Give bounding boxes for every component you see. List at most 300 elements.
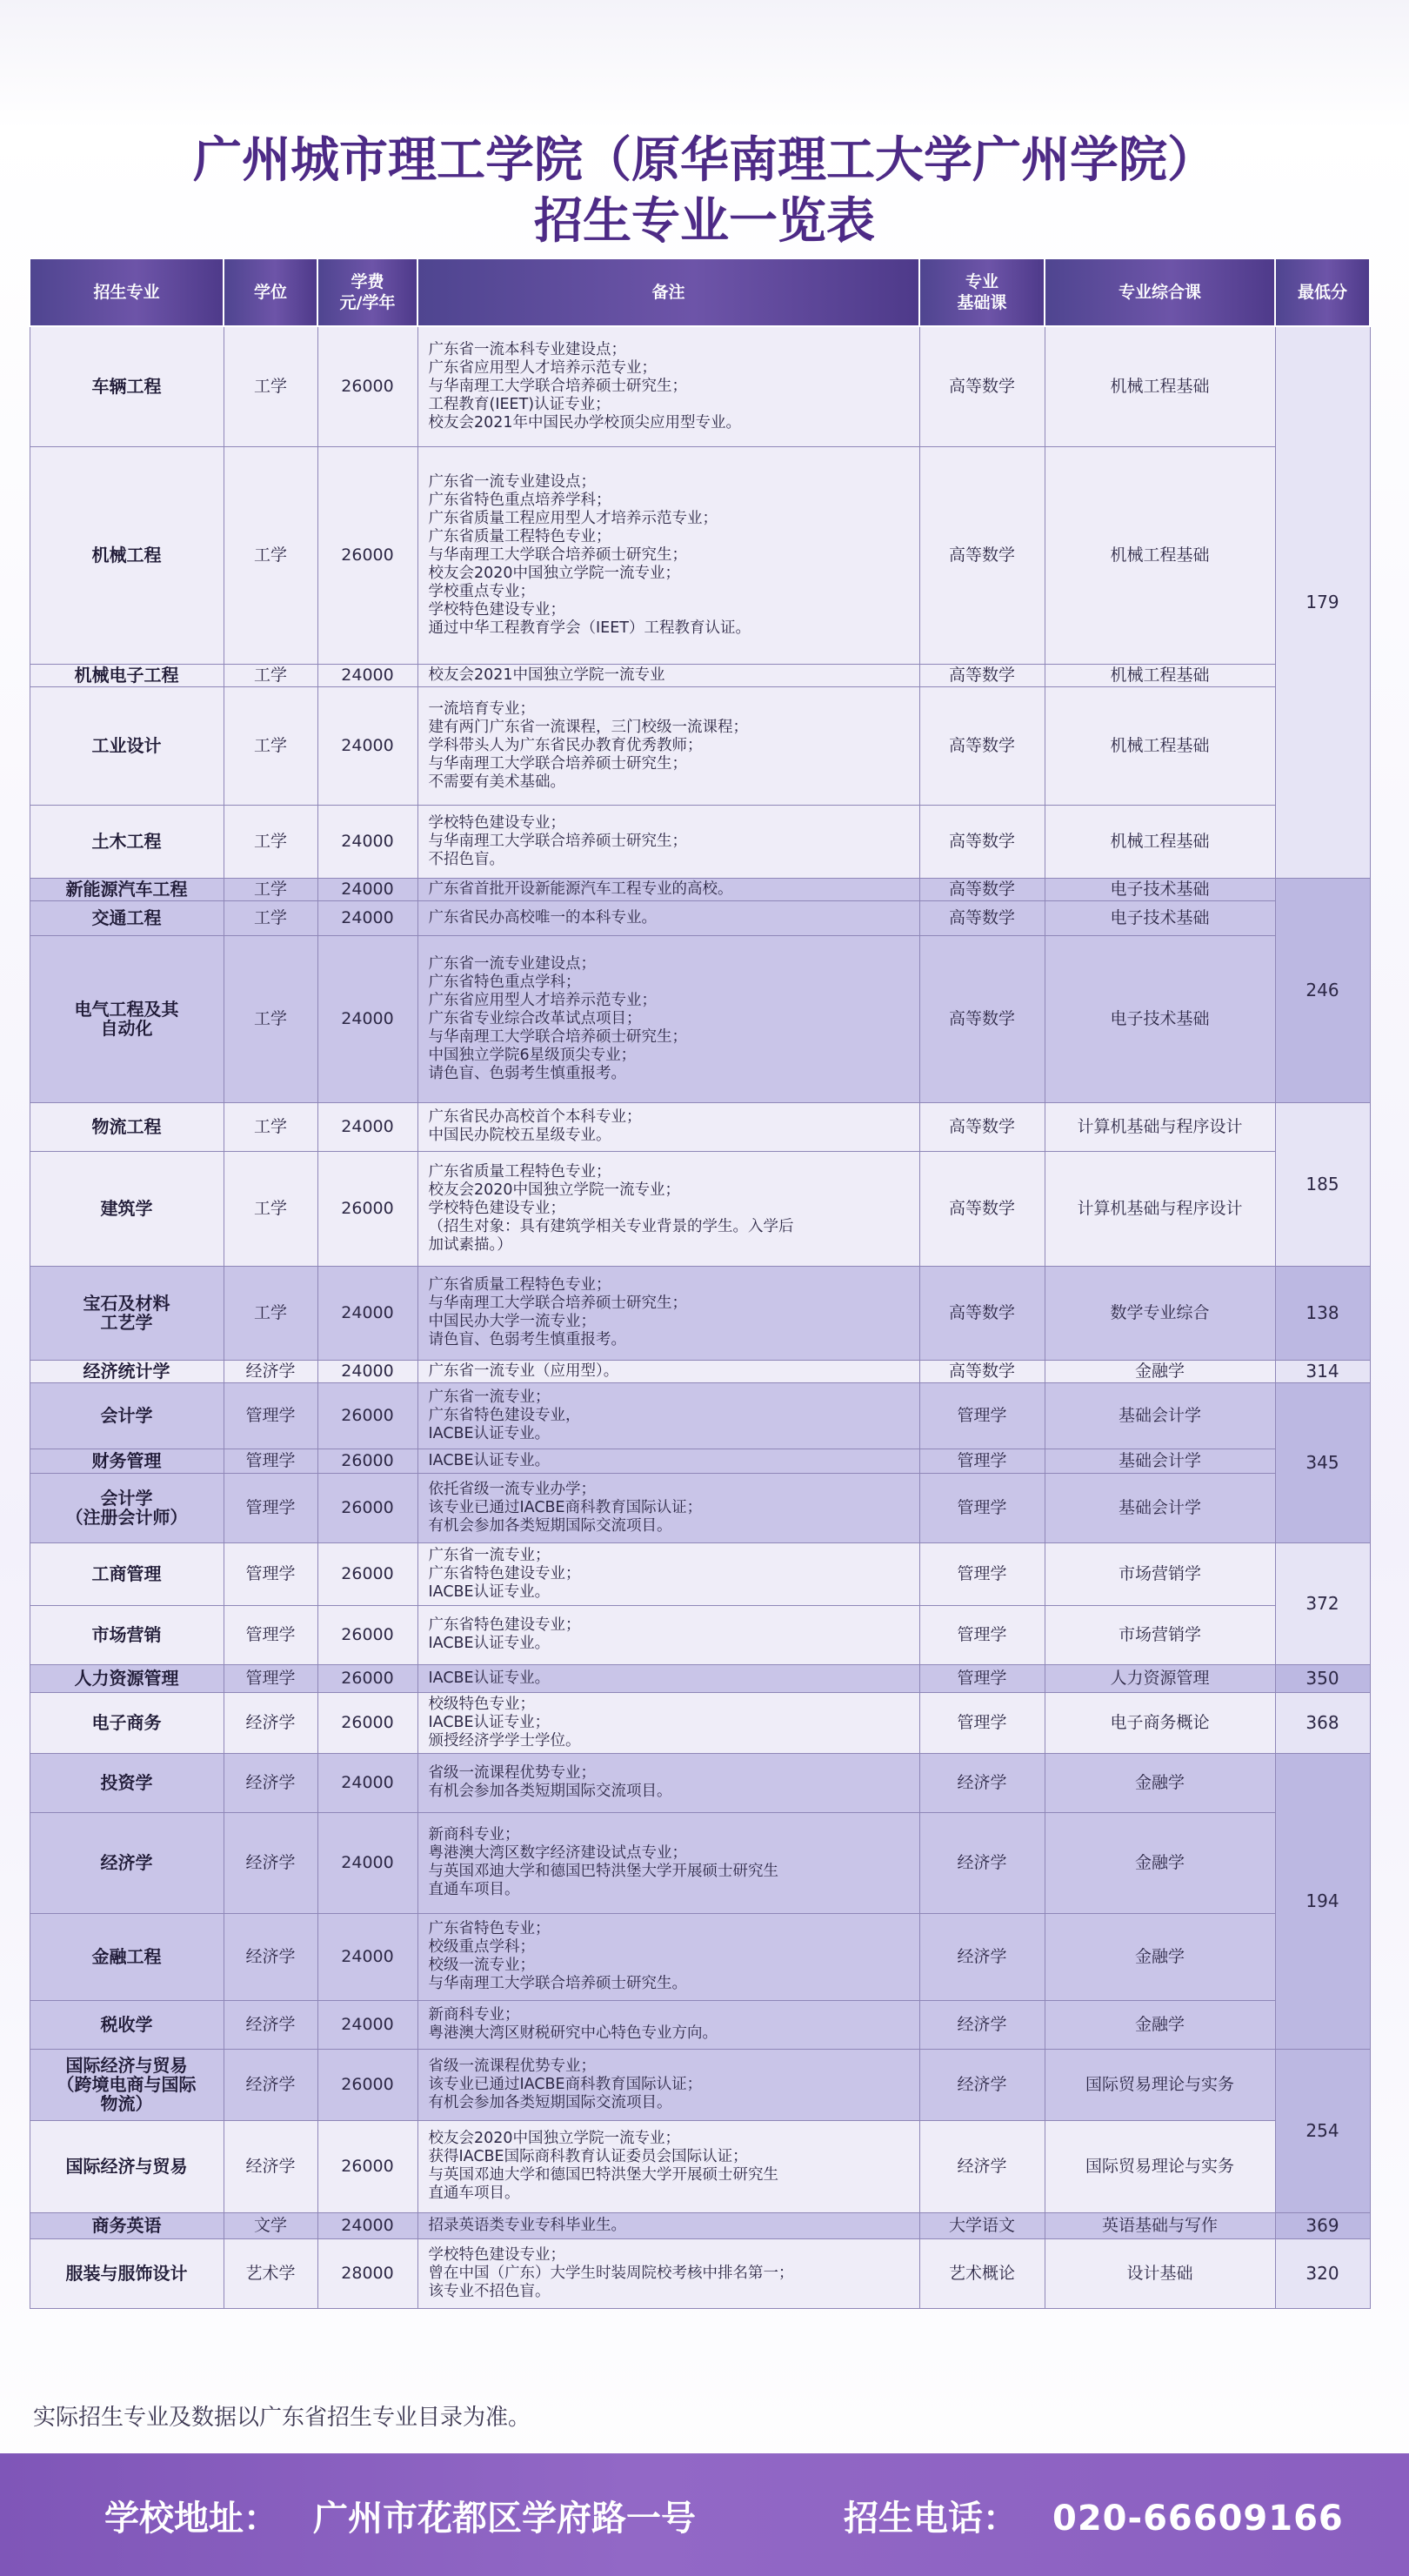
major-name: 工业设计 — [30, 686, 224, 805]
notes — [417, 446, 919, 664]
major-name: 经济统计学 — [30, 1360, 224, 1382]
notes — [417, 1473, 919, 1542]
table-row — [30, 1605, 1370, 1664]
address-value: 广州市花都区学府路一号 — [313, 2499, 696, 2539]
notes — [417, 2212, 919, 2238]
footer-bar — [0, 2453, 1409, 2576]
basic-course: 管理学 — [919, 1382, 1045, 1449]
notes — [417, 2120, 919, 2212]
note-line: 建有两门广东省一流课程，三门校级一流课程； — [428, 718, 748, 736]
comprehensive-course: 基础会计学 — [1045, 1382, 1275, 1449]
major-name: 国际经济与贸易 （跨境电商与国际 物流） — [30, 2049, 224, 2120]
degree: 经济学 — [224, 2120, 317, 2212]
degree: 经济学 — [224, 2000, 317, 2049]
basic-course: 高等数学 — [919, 805, 1045, 878]
note-line: 与华南理工大学联合培养硕士研究生； — [428, 545, 687, 564]
basic-course: 管理学 — [919, 1542, 1045, 1605]
comprehensive-course: 数学专业综合 — [1045, 1266, 1275, 1360]
degree: 管理学 — [224, 1473, 317, 1542]
table-row — [30, 1449, 1370, 1473]
comprehensive-course: 基础会计学 — [1045, 1449, 1275, 1473]
degree: 经济学 — [224, 1913, 317, 2000]
notes — [417, 900, 919, 935]
major-name: 车辆工程 — [30, 326, 224, 446]
table-row — [30, 1473, 1370, 1542]
min-score: 194 — [1275, 1753, 1370, 2049]
comprehensive-course: 电子技术基础 — [1045, 900, 1275, 935]
comprehensive-course: 机械工程基础 — [1045, 326, 1275, 446]
degree: 经济学 — [224, 1360, 317, 1382]
basic-course: 高等数学 — [919, 664, 1045, 686]
degree: 管理学 — [224, 1664, 317, 1692]
note-line: 该专业已通过IACBE商科教育国际认证； — [428, 2075, 703, 2093]
note-line: 校友会2021年中国民办学校顶尖应用型专业。 — [428, 413, 742, 432]
comprehensive-course: 金融学 — [1045, 1360, 1275, 1382]
tuition-fee: 26000 — [317, 1542, 417, 1605]
basic-course: 经济学 — [919, 1812, 1045, 1913]
note-line: 学校特色建设专业； — [428, 600, 565, 619]
comprehensive-course: 市场营销学 — [1045, 1605, 1275, 1664]
notes — [417, 935, 919, 1102]
degree: 工学 — [224, 1102, 317, 1151]
basic-course: 经济学 — [919, 1753, 1045, 1812]
table-row — [30, 2049, 1370, 2120]
min-score: 372 — [1275, 1542, 1370, 1664]
degree: 经济学 — [224, 1812, 317, 1913]
note-line: 与华南理工大学联合培养硕士研究生； — [428, 832, 687, 850]
tuition-fee: 28000 — [317, 2238, 417, 2308]
basic-course: 高等数学 — [919, 900, 1045, 935]
note-line: 与华南理工大学联合培养硕士研究生； — [428, 377, 687, 395]
note-line: 广东省应用型人才培养示范专业； — [428, 991, 657, 1009]
comprehensive-course: 设计基础 — [1045, 2238, 1275, 2308]
table-row — [30, 664, 1370, 686]
comprehensive-course: 金融学 — [1045, 1753, 1275, 1812]
table-row — [30, 686, 1370, 805]
major-name: 工商管理 — [30, 1542, 224, 1605]
major-name: 会计学 — [30, 1382, 224, 1449]
table-row — [30, 1913, 1370, 2000]
note-line: 校友会2020中国独立学院一流专业； — [428, 2130, 681, 2147]
note-line: 广东省质量工程特色专业； — [428, 527, 611, 545]
notes — [417, 1449, 919, 1473]
note-line: 请色盲、色弱考生慎重报考。 — [428, 1064, 626, 1082]
note-line: 工程教育(IEET)认证专业； — [428, 395, 611, 413]
degree: 工学 — [224, 664, 317, 686]
table-row — [30, 805, 1370, 878]
min-score: 368 — [1275, 1692, 1370, 1753]
tuition-fee: 26000 — [317, 326, 417, 446]
note-line: 广东省应用型人才培养示范专业； — [428, 358, 657, 377]
major-name: 投资学 — [30, 1753, 224, 1812]
note-line: 校友会2021中国独立学院一流专业 — [428, 666, 665, 684]
notes — [417, 805, 919, 878]
note-line: 校级一流专业； — [428, 1957, 535, 1974]
header-fee: 学费 元/学年 — [317, 258, 417, 326]
basic-course: 管理学 — [919, 1664, 1045, 1692]
note-line: 中国民办大学一流专业； — [428, 1313, 596, 1330]
header-degree: 学位 — [224, 258, 317, 326]
major-name: 财务管理 — [30, 1449, 224, 1473]
admissions-table — [29, 258, 1371, 2309]
note-line: 与英国邓迪大学和德国巴特洪堡大学开展硕士研究生 — [428, 1863, 778, 1880]
comprehensive-course: 国际贸易理论与实务 — [1045, 2049, 1275, 2120]
note-line: 广东省一流专业（应用型）。 — [428, 1362, 619, 1380]
degree: 管理学 — [224, 1542, 317, 1605]
basic-course: 管理学 — [919, 1605, 1045, 1664]
table-row — [30, 1664, 1370, 1692]
basic-course: 经济学 — [919, 2049, 1045, 2120]
note-line: 广东省民办高校唯一的本科专业。 — [428, 908, 657, 927]
major-name: 金融工程 — [30, 1913, 224, 2000]
tuition-fee: 24000 — [317, 2212, 417, 2238]
notes — [417, 1812, 919, 1913]
note-line: 与华南理工大学联合培养硕士研究生。 — [428, 1975, 687, 1992]
note-line: 学科带头人为广东省民办教育优秀教师； — [428, 736, 703, 754]
tuition-fee: 24000 — [317, 686, 417, 805]
notes — [417, 1102, 919, 1151]
table-row — [30, 935, 1370, 1102]
note-line: 新商科专业； — [428, 1826, 520, 1843]
header-min-score: 最低分 — [1275, 258, 1370, 326]
tuition-fee: 26000 — [317, 2120, 417, 2212]
basic-course: 经济学 — [919, 2000, 1045, 2049]
note-line: 广东省首批开设新能源汽车工程专业的高校。 — [428, 880, 733, 898]
note-line: 该专业不招色盲。 — [428, 2282, 551, 2300]
degree: 工学 — [224, 805, 317, 878]
comprehensive-course: 国际贸易理论与实务 — [1045, 2120, 1275, 2212]
degree: 工学 — [224, 446, 317, 664]
degree: 工学 — [224, 686, 317, 805]
notes — [417, 326, 919, 446]
notes — [417, 1382, 919, 1449]
tuition-fee: 26000 — [317, 1605, 417, 1664]
note-line: 有机会参加各类短期国际交流项目。 — [428, 2093, 672, 2111]
note-line: 有机会参加各类短期国际交流项目。 — [428, 1783, 672, 1800]
degree: 工学 — [224, 900, 317, 935]
major-name: 服装与服饰设计 — [30, 2238, 224, 2308]
major-name: 会计学 （注册会计师） — [30, 1473, 224, 1542]
note-line: 与华南理工大学联合培养硕士研究生； — [428, 1295, 687, 1312]
degree: 工学 — [224, 935, 317, 1102]
note-line: 广东省特色建设专业； — [428, 1616, 581, 1634]
degree: 管理学 — [224, 1449, 317, 1473]
note-line: 学校特色建设专业； — [428, 813, 565, 832]
note-line: 校级特色专业； — [428, 1695, 535, 1713]
major-name: 市场营销 — [30, 1605, 224, 1664]
tuition-fee: 26000 — [317, 1151, 417, 1266]
phone-value: 020-66609166 — [1052, 2499, 1344, 2539]
note-line: IACBE认证专业。 — [428, 1424, 551, 1442]
header-notes: 备注 — [417, 258, 919, 326]
table-row — [30, 446, 1370, 664]
note-line: 广东省民办高校首个本科专业； — [428, 1108, 642, 1126]
basic-course: 高等数学 — [919, 1102, 1045, 1151]
tuition-fee: 26000 — [317, 1692, 417, 1753]
notes — [417, 2049, 919, 2120]
tuition-fee: 24000 — [317, 664, 417, 686]
note-line: 广东省一流专业建设点； — [428, 472, 596, 491]
degree: 管理学 — [224, 1605, 317, 1664]
table-row — [30, 2120, 1370, 2212]
basic-course: 高等数学 — [919, 1360, 1045, 1382]
notes — [417, 1542, 919, 1605]
major-name: 人力资源管理 — [30, 1664, 224, 1692]
basic-course: 艺术概论 — [919, 2238, 1045, 2308]
major-name: 国际经济与贸易 — [30, 2120, 224, 2212]
page-title: 广州城市理工学院（原华南理工大学广州学院） — [193, 132, 1216, 189]
note-line: 该专业已通过IACBE商科教育国际认证； — [428, 1498, 703, 1516]
note-line: 与英国邓迪大学和德国巴特洪堡大学开展硕士研究生 — [428, 2166, 778, 2184]
tuition-fee: 24000 — [317, 1360, 417, 1382]
table-row — [30, 1360, 1370, 1382]
min-score: 314 — [1275, 1360, 1370, 1382]
note-line: IACBE认证专业。 — [428, 1669, 551, 1687]
degree: 工学 — [224, 326, 317, 446]
degree: 经济学 — [224, 1692, 317, 1753]
min-score: 185 — [1275, 1102, 1370, 1266]
min-score: 320 — [1275, 2238, 1370, 2308]
notes — [417, 1266, 919, 1360]
note-line: 一流培育专业； — [428, 699, 535, 718]
note-line: 直通车项目。 — [428, 1881, 520, 1898]
min-score: 369 — [1275, 2212, 1370, 2238]
notes — [417, 664, 919, 686]
note-line: 广东省质量工程应用型人才培养示范专业； — [428, 509, 718, 527]
note-line: 广东省一流专业； — [428, 1546, 551, 1564]
degree: 艺术学 — [224, 2238, 317, 2308]
comprehensive-course: 机械工程基础 — [1045, 686, 1275, 805]
comprehensive-course: 机械工程基础 — [1045, 805, 1275, 878]
table-row — [30, 1102, 1370, 1151]
note-line: 广东省特色建设专业， — [428, 1406, 581, 1424]
note-line: 学校特色建设专业； — [428, 1199, 565, 1217]
basic-course: 高等数学 — [919, 1151, 1045, 1266]
comprehensive-course: 计算机基础与程序设计 — [1045, 1151, 1275, 1266]
tuition-fee: 24000 — [317, 935, 417, 1102]
note-line: 不招色盲。 — [428, 850, 504, 868]
footnote: 实际招生专业及数据以广东省招生专业目录为准。 — [33, 2405, 531, 2431]
note-line: 广东省质量工程特色专业； — [428, 1276, 611, 1294]
header-major: 招生专业 — [30, 258, 224, 326]
degree: 工学 — [224, 1151, 317, 1266]
comprehensive-course: 金融学 — [1045, 1913, 1275, 2000]
degree: 经济学 — [224, 2049, 317, 2120]
comprehensive-course: 电子技术基础 — [1045, 878, 1275, 900]
tuition-fee: 26000 — [317, 1664, 417, 1692]
table-row — [30, 1542, 1370, 1605]
table-header-row — [30, 258, 1370, 326]
note-line: 广东省质量工程特色专业； — [428, 1162, 611, 1181]
tuition-fee: 26000 — [317, 2049, 417, 2120]
notes — [417, 1692, 919, 1753]
min-score: 254 — [1275, 2049, 1370, 2212]
basic-course: 高等数学 — [919, 686, 1045, 805]
major-name: 机械工程 — [30, 446, 224, 664]
note-line: 依托省级一流专业办学； — [428, 1480, 596, 1498]
note-line: 中国独立学院6星级顶尖专业； — [428, 1046, 637, 1064]
basic-course: 经济学 — [919, 2120, 1045, 2212]
major-name: 机械电子工程 — [30, 664, 224, 686]
major-name: 经济学 — [30, 1812, 224, 1913]
basic-course: 管理学 — [919, 1692, 1045, 1753]
comprehensive-course: 机械工程基础 — [1045, 664, 1275, 686]
note-line: 与华南理工大学联合培养硕士研究生； — [428, 754, 687, 773]
degree: 管理学 — [224, 1382, 317, 1449]
min-score: 138 — [1275, 1266, 1370, 1360]
note-line: IACBE认证专业； — [428, 1713, 551, 1731]
tuition-fee: 26000 — [317, 1449, 417, 1473]
note-line: 广东省特色重点学科； — [428, 973, 581, 991]
note-line: 校级重点学科； — [428, 1938, 535, 1956]
comprehensive-course: 人力资源管理 — [1045, 1664, 1275, 1692]
min-score: 345 — [1275, 1382, 1370, 1542]
note-line: 省级一流课程优势专业； — [428, 2057, 596, 2075]
note-line: 广东省一流专业建设点； — [428, 954, 596, 973]
header-basic-course: 专业 基础课 — [919, 258, 1045, 326]
notes — [417, 1360, 919, 1382]
basic-course: 大学语文 — [919, 2212, 1045, 2238]
tuition-fee: 24000 — [317, 2000, 417, 2049]
notes — [417, 1753, 919, 1812]
note-line: 加试素描。） — [428, 1235, 512, 1254]
degree: 工学 — [224, 1266, 317, 1360]
note-line: 与华南理工大学联合培养硕士研究生； — [428, 1027, 687, 1046]
tuition-fee: 26000 — [317, 446, 417, 664]
note-line: IACBE认证专业。 — [428, 1635, 551, 1652]
note-line: 学校特色建设专业； — [428, 2245, 565, 2264]
major-name: 税收学 — [30, 2000, 224, 2049]
min-score: 179 — [1275, 326, 1370, 878]
degree: 文学 — [224, 2212, 317, 2238]
note-line: 省级一流课程优势专业； — [428, 1764, 596, 1782]
table-row — [30, 1266, 1370, 1360]
notes — [417, 878, 919, 900]
tuition-fee: 24000 — [317, 805, 417, 878]
tuition-fee: 24000 — [317, 1266, 417, 1360]
header-comprehensive-course: 专业综合课 — [1045, 258, 1275, 326]
major-name: 土木工程 — [30, 805, 224, 878]
page-subtitle: 招生专业一览表 — [534, 193, 875, 250]
notes — [417, 2000, 919, 2049]
tuition-fee: 24000 — [317, 878, 417, 900]
min-score: 350 — [1275, 1664, 1370, 1692]
major-name: 新能源汽车工程 — [30, 878, 224, 900]
basic-course: 经济学 — [919, 1913, 1045, 2000]
tuition-fee: 24000 — [317, 1812, 417, 1913]
note-line: 粤港澳大湾区财税研究中心特色专业方向。 — [428, 2024, 718, 2042]
table-row — [30, 2238, 1370, 2308]
comprehensive-course: 市场营销学 — [1045, 1542, 1275, 1605]
note-line: 广东省特色建设专业； — [428, 1564, 581, 1582]
major-name: 建筑学 — [30, 1151, 224, 1266]
note-line: 直通车项目。 — [428, 2185, 520, 2202]
min-score: 246 — [1275, 878, 1370, 1102]
tuition-fee: 24000 — [317, 900, 417, 935]
phone-label: 招生电话： — [844, 2499, 1018, 2539]
tuition-fee: 24000 — [317, 1102, 417, 1151]
note-line: 通过中华工程教育学会（IEET）工程教育认证。 — [428, 619, 751, 637]
note-line: 广东省一流专业； — [428, 1388, 551, 1406]
table-row — [30, 878, 1370, 900]
tuition-fee: 26000 — [317, 1382, 417, 1449]
basic-course: 高等数学 — [919, 1266, 1045, 1360]
comprehensive-course: 机械工程基础 — [1045, 446, 1275, 664]
tuition-fee: 24000 — [317, 1913, 417, 2000]
notes — [417, 1664, 919, 1692]
major-name: 宝石及材料 工艺学 — [30, 1266, 224, 1360]
note-line: 曾在中国（广东）大学生时装周院校考核中排名第一； — [428, 2264, 794, 2282]
notes — [417, 1151, 919, 1266]
note-line: 新商科专业； — [428, 2006, 520, 2024]
tuition-fee: 24000 — [317, 1753, 417, 1812]
degree: 工学 — [224, 878, 317, 900]
comprehensive-course: 金融学 — [1045, 1812, 1275, 1913]
notes — [417, 1913, 919, 2000]
comprehensive-course: 电子商务概论 — [1045, 1692, 1275, 1753]
table-row — [30, 1692, 1370, 1753]
degree: 经济学 — [224, 1753, 317, 1812]
note-line: 校友会2020中国独立学院一流专业； — [428, 564, 681, 582]
basic-course: 管理学 — [919, 1473, 1045, 1542]
table-row — [30, 1812, 1370, 1913]
note-line: 广东省特色专业； — [428, 1920, 551, 1937]
major-name: 电子商务 — [30, 1692, 224, 1753]
note-line: 颁授经济学学士学位。 — [428, 1731, 581, 1750]
note-line: 有机会参加各类短期国际交流项目。 — [428, 1516, 672, 1535]
note-line: IACBE认证专业。 — [428, 1582, 551, 1601]
table-row — [30, 1151, 1370, 1266]
note-line: 请色盲、色弱考生慎重报考。 — [428, 1331, 626, 1348]
note-line: 校友会2020中国独立学院一流专业； — [428, 1181, 681, 1199]
note-line: 广东省专业综合改革试点项目； — [428, 1009, 642, 1027]
note-line: 中国民办院校五星级专业。 — [428, 1127, 611, 1144]
major-name: 商务英语 — [30, 2212, 224, 2238]
comprehensive-course: 计算机基础与程序设计 — [1045, 1102, 1275, 1151]
table-row — [30, 2212, 1370, 2238]
basic-course: 高等数学 — [919, 446, 1045, 664]
comprehensive-course: 基础会计学 — [1045, 1473, 1275, 1542]
notes — [417, 2238, 919, 2308]
basic-course: 高等数学 — [919, 935, 1045, 1102]
note-line: （招生对象：具有建筑学相关专业背景的学生。入学后 — [428, 1217, 794, 1235]
major-name: 物流工程 — [30, 1102, 224, 1151]
notes — [417, 686, 919, 805]
tuition-fee: 26000 — [317, 1473, 417, 1542]
major-name: 电气工程及其 自动化 — [30, 935, 224, 1102]
basic-course: 高等数学 — [919, 326, 1045, 446]
major-name: 交通工程 — [30, 900, 224, 935]
note-line: 不需要有美术基础。 — [428, 773, 565, 791]
note-line: 学校重点专业； — [428, 582, 535, 600]
note-line: 招录英语类专业专科毕业生。 — [428, 2216, 626, 2234]
address-label: 学校地址： — [104, 2499, 278, 2539]
comprehensive-course: 英语基础与写作 — [1045, 2212, 1275, 2238]
basic-course: 高等数学 — [919, 878, 1045, 900]
comprehensive-course: 金融学 — [1045, 2000, 1275, 2049]
table-row — [30, 1753, 1370, 1812]
table-row — [30, 900, 1370, 935]
comprehensive-course: 电子技术基础 — [1045, 935, 1275, 1102]
notes — [417, 1605, 919, 1664]
note-line: IACBE认证专业。 — [428, 1451, 551, 1469]
note-line: 粤港澳大湾区数字经济建设试点专业； — [428, 1844, 687, 1862]
note-line: 广东省特色重点培养学科； — [428, 491, 611, 509]
note-line: 获得IACBE国际商科教育认证委员会国际认证； — [428, 2148, 748, 2165]
table-row — [30, 2000, 1370, 2049]
basic-course: 管理学 — [919, 1449, 1045, 1473]
table-row — [30, 1382, 1370, 1449]
